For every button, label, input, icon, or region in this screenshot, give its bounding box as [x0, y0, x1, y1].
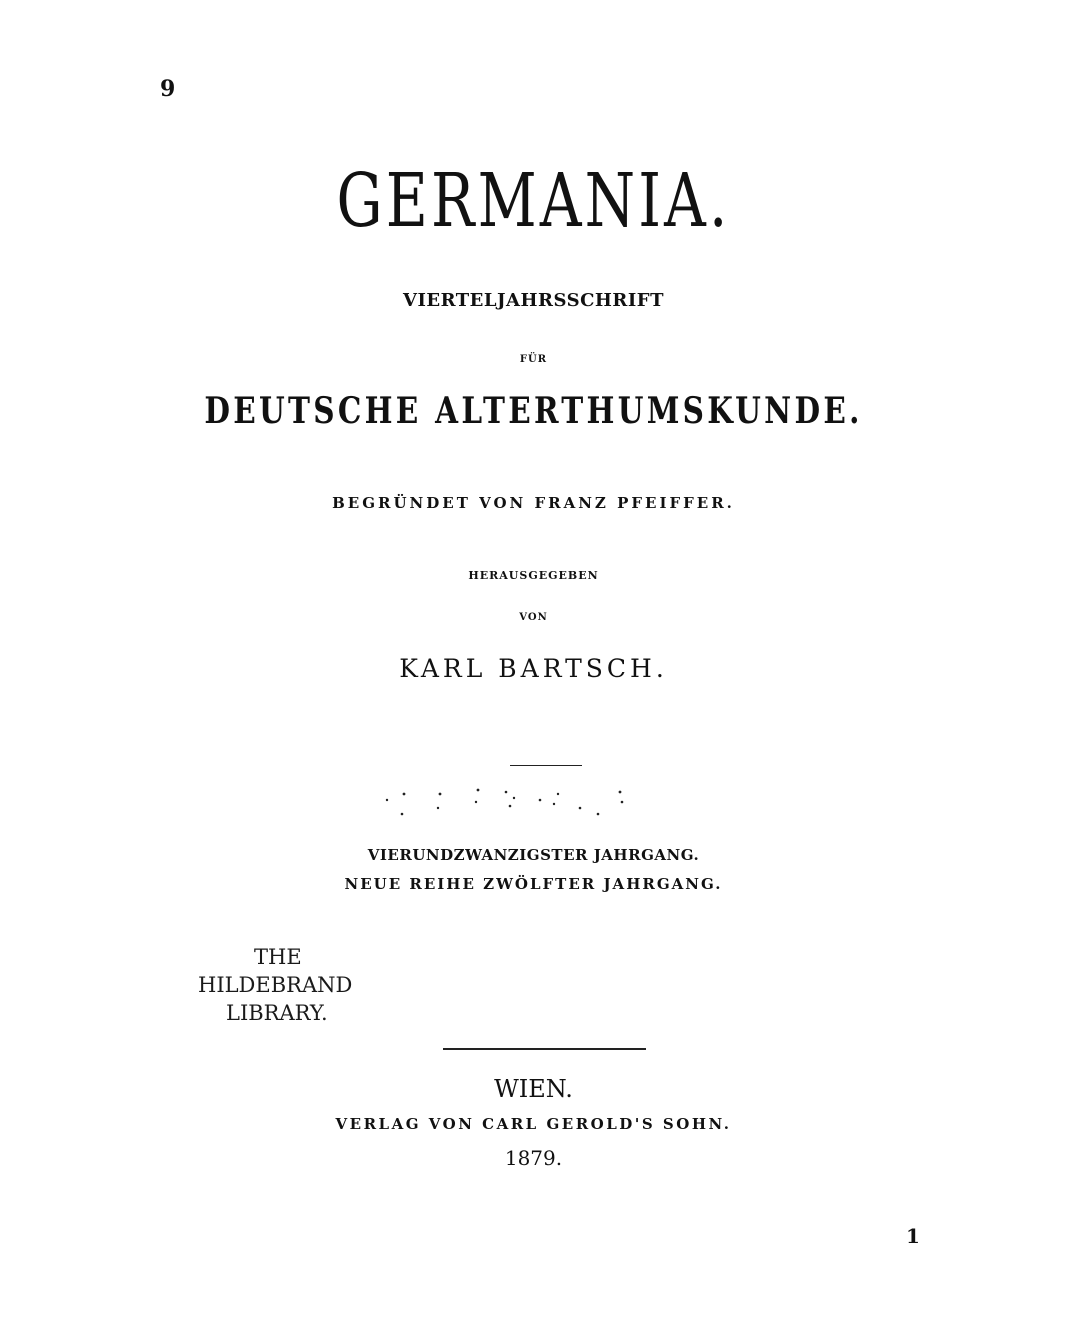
publication-year: 1879.	[504, 1146, 563, 1170]
main-title: DEUTSCHE ALTERTHUMSKUNDE.	[204, 390, 863, 432]
editor-name: KARL BARTSCH.	[399, 654, 668, 683]
publication-city: WIEN.	[494, 1075, 573, 1103]
stamp-line-1: THE	[254, 945, 302, 969]
volume-year: VIERUNDZWANZIGSTER JAHRGANG.	[367, 846, 700, 864]
corner-mark: 1	[906, 1224, 920, 1248]
short-rule	[510, 765, 582, 766]
stamp-line-2: HILDEBRAND	[198, 973, 353, 997]
page-mark: 9	[160, 76, 176, 102]
publisher: VERLAG VON CARL GEROLD'S SOHN.	[335, 1115, 732, 1133]
von-label: VON	[519, 612, 548, 623]
journal-subtitle: VIERTELJAHRSSCHRIFT	[403, 290, 664, 311]
published-label: HERAUSGEGEBEN	[468, 569, 599, 582]
library-stamp	[198, 943, 352, 1027]
long-rule	[443, 1048, 646, 1050]
series-year: NEUE REIHE ZWÖLFTER JAHRGANG.	[344, 875, 723, 893]
stamp-line-3: LIBRARY.	[226, 1001, 328, 1025]
journal-title: GERMANIA.	[336, 158, 731, 244]
founded-by: BEGRÜNDET VON FRANZ PFEIFFER.	[332, 494, 735, 512]
preposition: FÜR	[519, 354, 548, 365]
decorative-dots	[380, 780, 630, 820]
